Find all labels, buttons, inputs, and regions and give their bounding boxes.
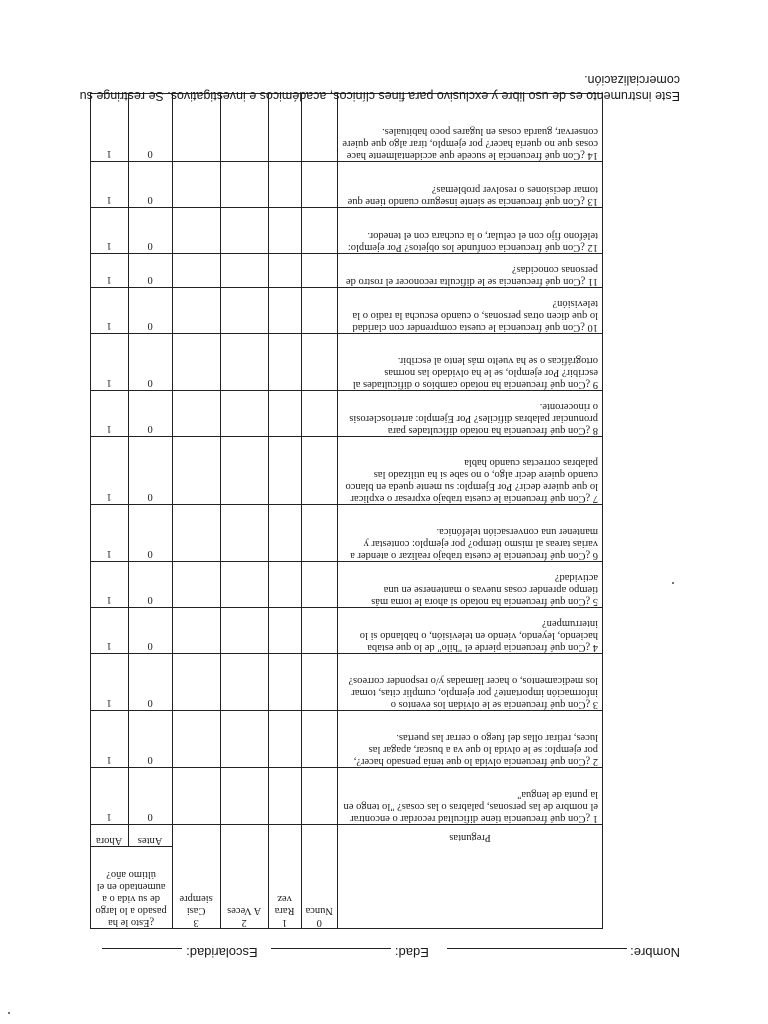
- question-text: 11 ¿Con qué frecuencia se le dificulta reconocer el rostro de personas conocidas?: [338, 254, 603, 288]
- a-veces-cell[interactable]: [220, 505, 268, 562]
- vida-ultimo-ano-header: ¿Esto le ha pasado a lo largo de su vida o a aumentado en el último año?: [90, 847, 172, 929]
- antes-cell[interactable]: 0: [128, 391, 172, 437]
- ahora-cell[interactable]: 1: [90, 711, 128, 768]
- ahora-cell[interactable]: 1: [90, 288, 128, 334]
- nunca-cell[interactable]: [301, 208, 337, 254]
- a-veces-header: 2 A Veces: [220, 825, 268, 929]
- a-veces-cell[interactable]: [220, 437, 268, 505]
- nombre-label: Nombre:: [630, 945, 680, 960]
- question-text: 14 ¿Con qué frecuencia le sucede que accidentalmente hace cosas que no quería hacer? por ejemplo, tirar algo que quiere conservar, guarda cosas en lugares poco habituales.: [338, 94, 603, 162]
- nunca-cell[interactable]: [301, 437, 337, 505]
- table-row: [90, 768, 602, 825]
- casi-siempre-cell[interactable]: [172, 437, 220, 505]
- question-text: 3 ¿Con qué frecuencia se le olvidan los eventos o información importante? por ejemplo, cumplir citas, tomar los medicamentos, o hacer llamadas y/o responder correos?: [338, 654, 603, 711]
- casi-siempre-cell[interactable]: [172, 391, 220, 437]
- ahora-cell[interactable]: 1: [90, 391, 128, 437]
- casi-siempre-header: 3 Casi siempre: [172, 825, 220, 929]
- nombre-field[interactable]: [447, 948, 627, 962]
- antes-cell[interactable]: 0: [128, 334, 172, 391]
- a-veces-cell[interactable]: [220, 608, 268, 654]
- table-row: [90, 654, 602, 711]
- rara-vez-cell[interactable]: [268, 505, 301, 562]
- question-text: 1 ¿Con qué frecuencia tiene dificultad recordar o encontrar el nombre de las personas, palabras o las cosas? "lo tengo en la punta de lengua": [338, 768, 603, 825]
- scan-speck: [672, 582, 674, 584]
- question-text: 4 ¿Con qué frecuencia pierde el "hilo" de lo que estaba haciendo, leyendo, viendo en televisión, o hablando si lo interrumpen?: [338, 608, 603, 654]
- a-veces-cell[interactable]: [220, 288, 268, 334]
- rara-vez-cell[interactable]: [268, 768, 301, 825]
- table-row: [90, 608, 602, 654]
- question-text: 9 ¿Con qué frecuencia ha notado cambios o dificultades al escribir? Por ejemplo, se le ha olvidado las normas ortográficas o se ha vuelto más lento al escribir.: [338, 334, 603, 391]
- ahora-cell[interactable]: 1: [90, 437, 128, 505]
- ahora-cell[interactable]: 1: [90, 654, 128, 711]
- ahora-cell[interactable]: 1: [90, 562, 128, 608]
- a-veces-cell[interactable]: [220, 334, 268, 391]
- casi-siempre-cell[interactable]: [172, 288, 220, 334]
- escolaridad-field[interactable]: [102, 948, 182, 962]
- ahora-cell[interactable]: 1: [90, 608, 128, 654]
- casi-siempre-cell[interactable]: [172, 768, 220, 825]
- antes-cell[interactable]: 0: [128, 608, 172, 654]
- casi-siempre-cell[interactable]: [172, 562, 220, 608]
- question-text: 5 ¿Con qué frecuencia ha notado si ahora le toma más tiempo aprender cosas nuevas o mantenerse en una actividad?: [338, 562, 603, 608]
- table-row: [90, 254, 602, 288]
- table-row: [90, 711, 602, 768]
- ahora-cell[interactable]: 1: [90, 254, 128, 288]
- nunca-cell[interactable]: [301, 505, 337, 562]
- antes-cell[interactable]: 0: [128, 288, 172, 334]
- question-text: 10 ¿Con qué frecuencia le cuesta comprender con claridad lo que dicen otras personas, o cuando escucha la radio o la televisión?: [338, 288, 603, 334]
- table-row: [90, 437, 602, 505]
- antes-header: Antes: [128, 825, 172, 847]
- question-text: 12 ¿Con qué frecuencia confunde los objetos? Por ejemplo: teléfono fijo con el celular, o la cuchara con el tenedor.: [338, 208, 603, 254]
- ahora-header: Ahora: [90, 825, 128, 847]
- nunca-cell[interactable]: [301, 334, 337, 391]
- antes-cell[interactable]: 0: [128, 711, 172, 768]
- table-row: [90, 334, 602, 391]
- scan-speck: [8, 1012, 10, 1014]
- table-row: [90, 288, 602, 334]
- patient-info-line: [70, 945, 680, 962]
- nunca-cell[interactable]: [301, 654, 337, 711]
- casi-siempre-cell[interactable]: [172, 162, 220, 208]
- ahora-cell[interactable]: 1: [90, 768, 128, 825]
- antes-cell[interactable]: 0: [128, 254, 172, 288]
- a-veces-cell[interactable]: [220, 711, 268, 768]
- rara-vez-cell[interactable]: [268, 711, 301, 768]
- antes-cell[interactable]: 0: [128, 505, 172, 562]
- antes-cell[interactable]: 0: [128, 162, 172, 208]
- casi-siempre-cell[interactable]: [172, 254, 220, 288]
- table-row: [90, 162, 602, 208]
- table-row: [90, 562, 602, 608]
- question-text: 2 ¿Con qué frecuencia olvida lo que tenía pensado hacer?, por ejemplo: se le olvida lo que va a buscar, apagar las luces, retirar ollas del fuego o cerrar las puertas.: [338, 711, 603, 768]
- a-veces-cell[interactable]: [220, 391, 268, 437]
- rara-vez-cell[interactable]: [268, 254, 301, 288]
- casi-siempre-cell[interactable]: [172, 711, 220, 768]
- antes-cell[interactable]: 0: [128, 768, 172, 825]
- usage-notice: Este instrumento es de uso libre y exclusivo para fines clínicos, académicos e investigativos. Se restringe su comercialización.: [79, 73, 680, 103]
- nunca-cell[interactable]: [301, 254, 337, 288]
- nunca-cell[interactable]: [301, 288, 337, 334]
- table-row: [90, 391, 602, 437]
- ahora-cell[interactable]: 1: [90, 208, 128, 254]
- antes-cell[interactable]: 0: [128, 562, 172, 608]
- table-row: [90, 208, 602, 254]
- nunca-cell[interactable]: [301, 768, 337, 825]
- casi-siempre-cell[interactable]: [172, 334, 220, 391]
- rara-vez-cell[interactable]: [268, 162, 301, 208]
- a-veces-cell[interactable]: [220, 768, 268, 825]
- nunca-cell[interactable]: [301, 711, 337, 768]
- question-text: 13 ¿Con qué frecuencia se siente inseguro cuando tiene que tomar decisiones o resolver problemas?: [338, 162, 603, 208]
- ahora-cell[interactable]: 1: [90, 505, 128, 562]
- a-veces-cell[interactable]: [220, 254, 268, 288]
- antes-cell[interactable]: 0: [128, 208, 172, 254]
- question-text: 6 ¿Con qué frecuencia le cuesta trabajo realizar o atender a varias tareas al mismo tiempo? por ejemplo: contestar y mantener una conversación telefónica.: [338, 505, 603, 562]
- edad-field[interactable]: [271, 948, 391, 962]
- ahora-cell[interactable]: 1: [90, 162, 128, 208]
- a-veces-cell[interactable]: [220, 654, 268, 711]
- nunca-cell[interactable]: [301, 162, 337, 208]
- ahora-cell[interactable]: 1: [90, 94, 128, 162]
- casi-siempre-cell[interactable]: [172, 505, 220, 562]
- rara-vez-cell[interactable]: [268, 562, 301, 608]
- edad-label: Edad:: [394, 945, 429, 960]
- casi-siempre-cell[interactable]: [172, 208, 220, 254]
- question-text: 7 ¿Con qué frecuencia le cuesta trabajo expresar o explicar lo que quiere decir? Por Ejemplo: su mente queda en blanco cuando quiere decir algo, o no sabe si ha utilizado las palabras correctas cuando habla: [338, 437, 603, 505]
- nunca-header: 0 Nunca: [301, 825, 337, 929]
- nunca-cell[interactable]: [301, 562, 337, 608]
- a-veces-cell[interactable]: [220, 562, 268, 608]
- rara-vez-cell[interactable]: [268, 608, 301, 654]
- nunca-cell[interactable]: [301, 608, 337, 654]
- rara-vez-cell[interactable]: [268, 208, 301, 254]
- escolaridad-label: Escolaridad:: [186, 945, 258, 960]
- casi-siempre-cell[interactable]: [172, 608, 220, 654]
- question-text: 8 ¿Con qué frecuencia ha notado dificultades para pronunciar palabras difíciles? Por Ejemplo: arteriosclerosis o rinoceronte.: [338, 391, 603, 437]
- antes-cell[interactable]: 0: [128, 94, 172, 162]
- casi-siempre-cell[interactable]: [172, 654, 220, 711]
- rara-vez-cell[interactable]: [268, 654, 301, 711]
- questionnaire-table: [90, 93, 603, 929]
- antes-cell[interactable]: 0: [128, 654, 172, 711]
- nunca-cell[interactable]: [301, 391, 337, 437]
- ahora-cell[interactable]: 1: [90, 334, 128, 391]
- rara-vez-header: 1 Rara vez: [268, 825, 301, 929]
- a-veces-cell[interactable]: [220, 162, 268, 208]
- table-row: [90, 505, 602, 562]
- preguntas-header: Preguntas: [338, 825, 603, 929]
- rara-vez-cell[interactable]: [268, 391, 301, 437]
- rara-vez-cell[interactable]: [268, 334, 301, 391]
- a-veces-cell[interactable]: [220, 208, 268, 254]
- rara-vez-cell[interactable]: [268, 288, 301, 334]
- antes-cell[interactable]: 0: [128, 437, 172, 505]
- rara-vez-cell[interactable]: [268, 437, 301, 505]
